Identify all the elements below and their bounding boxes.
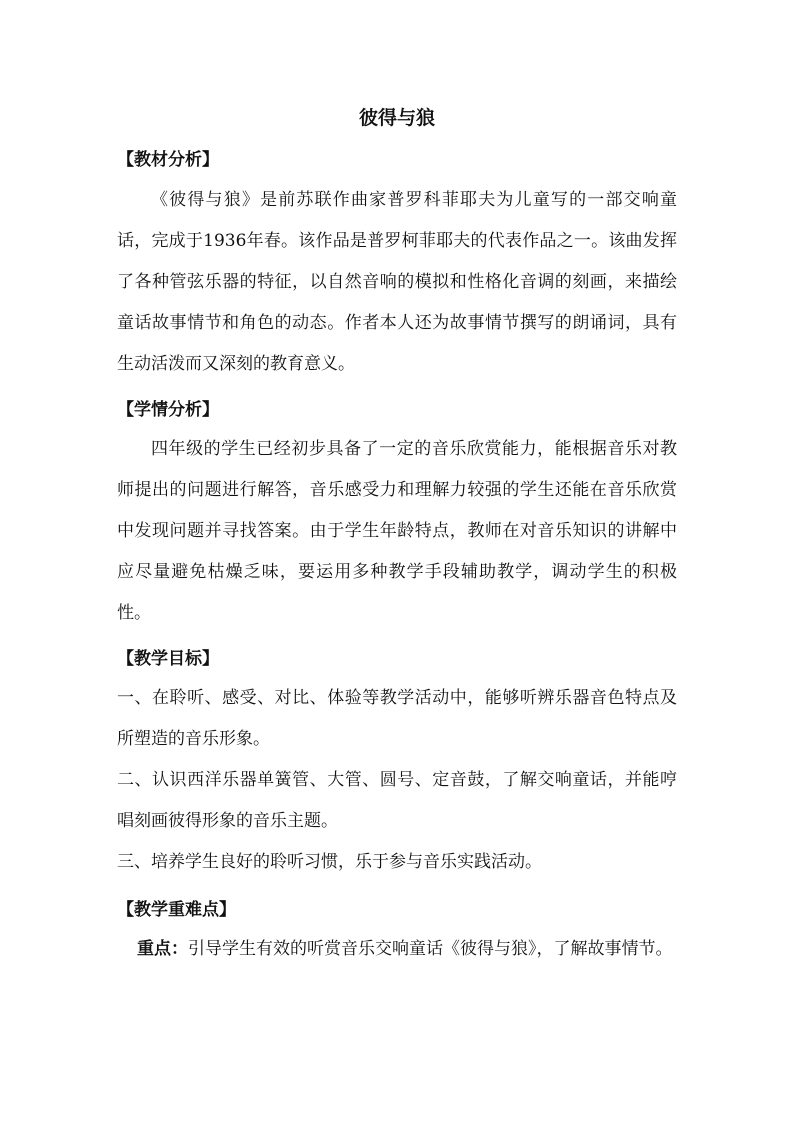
teaching-goal-2: 二、认识西洋乐器单簧管、大管、圆号、定音鼓，了解交响童话，并能哼唱刻画彼得形象的音乐主题。 xyxy=(117,770,677,831)
student-analysis-paragraph: 四年级的学生已经初步具备了一定的音乐欣赏能力，能根据音乐对教师提出的问题进行解答，音乐感受力和理解力较强的学生还能在音乐欣赏中发现问题并寻找答案。由于学生年龄特点，教师在对音乐知识的讲解中应尽量避免枯燥乏味，要运用多种教学手段辅助教学，调动学生的积极性。 xyxy=(117,439,677,623)
section-heading-student-analysis: 【学情分析】 xyxy=(117,400,219,420)
textbook-analysis-paragraph: 《彼得与狼》是前苏联作曲家普罗科菲耶夫为儿童写的一部交响童话，完成于1936年春。该作品是普罗柯菲耶夫的代表作品之一。该曲发挥了各种管弦乐器的特征，以自然音响的模拟和性格化音调的刻画，来描绘童话故事情节和角色的动态。作者本人还为故事情节撰写的朗诵词，具有生动活泼而又深刻的教育意义。 xyxy=(117,190,677,374)
key-point-paragraph xyxy=(117,929,677,970)
section-heading-key-difficulties: 【教学重难点】 xyxy=(117,900,236,920)
document-title: 彼得与狼 xyxy=(358,107,435,129)
section-heading-teaching-goals: 【教学目标】 xyxy=(117,649,219,669)
teaching-goal-3: 三、培养学生良好的聆听习惯，乐于参与音乐实践活动。 xyxy=(117,852,542,872)
section-heading-textbook-analysis: 【教材分析】 xyxy=(117,150,219,170)
teaching-goal-1: 一、在聆听、感受、对比、体验等教学活动中，能够听辨乐器音色特点及所塑造的音乐形象。 xyxy=(117,688,677,749)
key-point-label: 重点： xyxy=(137,939,188,959)
key-point-text: 引导学生有效的听赏音乐交响童话《彼得与狼》，了解故事情节。 xyxy=(188,939,673,959)
